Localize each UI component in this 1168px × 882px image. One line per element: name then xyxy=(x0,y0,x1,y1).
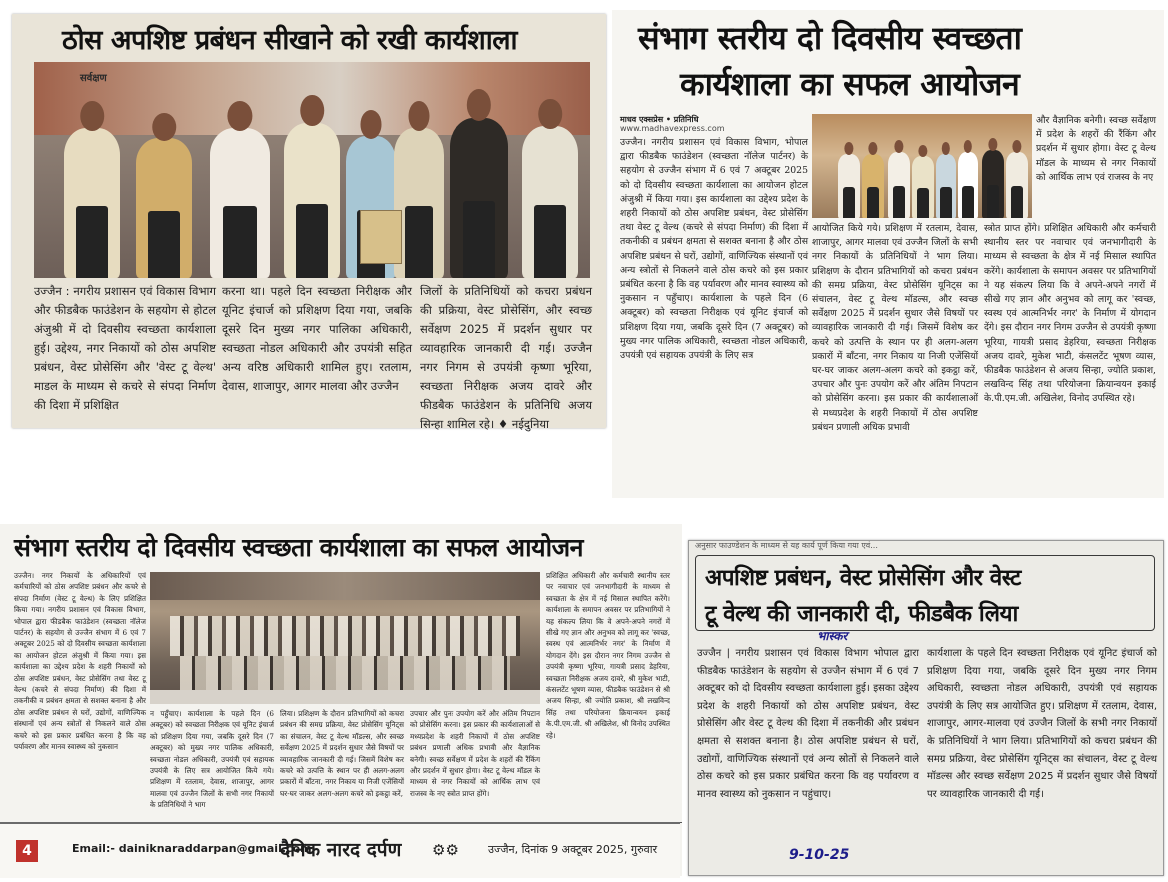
clipping-3-col5: प्रशिक्षित अधिकारी और कर्मचारी स्थानीय स्तर पर नवाचार एवं जनभागीदारी के माध्यम से स्वच्छता के क्षेत्र में नई मिसाल स्थापित करेंगे। कार्यशाला के समापन अवसर पर प्रतिभागियों ने यह संकल्प लिया कि वे अपने-अपने नगरों में सीखे गए ज्ञान और अनुभव को लागू कर 'स्वच्छ, स्वस्थ एवं आत्मनिर्भर नगर' के निर्माण में योगदान देंगे। इस दौरान नगर निगम उज्जैन से उपयंत्री कृष्णा भूरिया, गायत्री प्रसाद डेहरिया, स्वच्छता निरीक्षक अजय दावरे, श्री मुकेश भाटी, कंसलटेंट भूषण व्यास, फीडबैक फाउंडेशन से श्री अजय सिन्हा, श्री ज्योति प्रकाश, श्री लखविन्द सिंह तथा परियोजना क्रियान्वयन इकाई के.पी.एम.जी. श्री अखिलेश, श्री विनोद उपस्थित रहे। xyxy=(546,571,670,740)
clipping-3-headline: संभाग स्तरीय दो दिवसीय स्वच्छता कार्यशाला का सफल आयोजन xyxy=(14,533,584,562)
clipping-3-col4: उपचार और पुनः उपयोग करें और अंतिम निपटान को प्रोसेसिंग करना। इस प्रकार की कार्यशालाओं से मध्यप्रदेश के शहरी निकायों में ठोस अपशिष्ट प्रबंधन प्रणाली अधिक प्रभावी और वैज्ञानिक बनेगी। स्वच्छ सर्वेक्षण में प्रदेश के शहरों की रैंकिंग और प्रदर्शन में सुधार होगा। वेस्ट टू वेल्थ मॉडल के माध्यम से नगर निकायों को आर्थिक लाभ एवं राजस्व के नए स्त्रोत प्राप्त होंगे। xyxy=(410,709,540,798)
clipping-2-website: www.madhavexpress.com xyxy=(620,124,725,133)
clipping-1-col3: जिलों के प्रतिनिधियों को कचरा प्रबंधन की प्रक्रिया, वेस्ट प्रोसेसिंग, और स्वच्छ सर्वेक्षण 2025 में प्रदर्शन सुधार पर व्यावहारिक जानकारी दी गई। उज्जैन नगर निगम से उपयंत्री कृष्णा भूरिया, स्वच्छता निरीक्षक अजय दावरे और फीडबैक फाउंडेशन के प्रतिनिधि अजय सिन्हा शामिल रहे। ♦ नईदुनिया xyxy=(420,284,592,431)
bicycle-logo-icon: ⚙⚙ xyxy=(432,841,459,859)
footer-email: Email:- dainiknaraddarpan@gmail.com xyxy=(72,842,312,855)
clipping-1-col2: करना था। पहले दिन स्वच्छता निरीक्षक और यूनिट इंचार्ज को प्रशिक्षण दिया गया, जबकि दूसरे दिन मुख्य नगर पालिका अधिकारी, स्वच्छता नोडल अधिकारी और उपयंत्री सहित अन्य वरिष्ठ अधिकारी शामिल हुए। रतलाम, देवास, शाजापुर, आगर मालवा और उज्जैन xyxy=(222,284,412,393)
clipping-2-col1: उज्जैन। नगरीय प्रशासन एवं विकास विभाग, भोपाल द्वारा फीडबैक फाउंडेशन (स्वच्छता नॉलेज पार्टनर) के सहयोग से उज्जैन संभाग में 6 एवं 7 अक्टूबर 2025 को दो दिवसीय स्वच्छता कार्यशाला का आयोजन होटल अंजुश्री में किया गया। इस कार्यशाला का उद्देश्य प्रदेश के शहरी निकायों को ठोस अपशिष्ट प्रबंधन, वेस्ट प्रोसेसिंग तथा वेस्ट टू वेल्थ (कचरे से संपदा निर्माण) की दिशा में तकनीकी व प्रबंधन क्षमता से सशक्त बनाना है और ठोस अपशिष्ट प्रबंधन से घरों, उद्योगों, वाणिज्यिक संस्थानों एवं अन्य स्त्रोतों से निकलने वाले ठोस कचरे को इस प्रकार प्रबंधित करना है कि वह पर्यावरण और मानव स्वास्थ्य को नुकसान न पहुँचाए। कार्यशाला के पहले दिन (6 अक्टूबर) को स्वच्छता निरीक्षक एवं यूनिट इंचार्ज को प्रशिक्षण दिया गया, जबकि दूसरे दिन (7 अक्टूबर) को मुख्य नगर पालिक अधिकारी, स्वच्छता नोडल अधिकारी, उपयंत्री एवं सहायक उपयंत्री के लिए सत्र xyxy=(620,137,808,362)
clipping-3-col1: उज्जैन। नगर निकायों के अधिकारियों एवं कर्मचारियों को ठोस अपशिष्ट प्रबंधन और कचरे से संपदा निर्माण (वेस्ट टू वेल्थ) के लिए प्रशिक्षित किया गया। नगरीय प्रशासन एवं विकास विभाग, भोपाल द्वारा फीडबैक फाउंडेशन (स्वच्छता नॉलेज पार्टनर) के सहयोग से उज्जैन संभाग में 6 एवं 7 अक्टूबर 2025 को दो दिवसीय स्वच्छता कार्यशाला का आयोजन होटल अंजुश्री में किया गया। इस कार्यशाला का उद्देश्य प्रदेश के शहरी निकायों को ठोस अपशिष्ट प्रबंधन, वेस्ट प्रोसेसिंग तथा वेस्ट टू वेल्थ (कचरे से संपदा निर्माण) की दिशा में तकनीकी व प्रबंधन क्षमता से सशक्त बनाना है और ठोस अपशिष्ट प्रबंधन से घरों, उद्योगों, वाणिज्यिक संस्थानों एवं अन्य स्त्रोतों से निकलने वाले ठोस कचरे को इस प्रकार प्रबंधित करना है कि वह पर्यावरण और मानव स्वास्थ्य को नुकसान xyxy=(14,571,146,752)
clipping-1-photo xyxy=(34,62,590,278)
footer-paper-name: दैनिक नारद दर्पण xyxy=(280,839,402,861)
page-number-badge: 4 xyxy=(16,840,38,862)
footer-date-line: उज्जैन, दिनांक 9 अक्टूबर 2025, गुरुवार xyxy=(488,843,658,856)
clipping-4-headline-line1: अपशिष्ट प्रबंधन, वेस्ट प्रोसेसिंग और वेस्ट xyxy=(705,565,1021,591)
clipping-3-col2: न पहुँचाए। कार्यशाला के पहले दिन (6 अक्टूबर) को स्वच्छता निरीक्षक एवं यूनिट इंचार्ज को प्रशिक्षण दिया गया, जबकि दूसरे दिन (7 अक्टूबर) को मुख्य नगर पालिक अधिकारी, स्वच्छता नोडल अधिकारी, उपयंत्री एवं सहायक उपयंत्री के लिए सत्र आयोजित किये गये। प्रशिक्षण में रतलाम, देवास, शाजापुर, आगर मालवा एवं उज्जैन जिलों के सभी नगर निकायों के प्रतिनिधियों ने भाग xyxy=(150,709,274,810)
handwritten-date: 9-10-25 xyxy=(789,847,850,863)
clipping-3-photo xyxy=(150,572,540,704)
clipping-4-col2: कार्यशाला के पहले दिन स्वच्छता निरीक्षक एवं यूनिट इंचार्ज को प्रशिक्षण दिया गया, जबकि दूसरे दिन मुख्य नगर निगम अधिकारी, स्वच्छता नोडल अधिकारी, उपयंत्री एवं सहायक उपयंत्री के लिए सत्र आयोजित हुए। प्रशिक्षण में रतलाम, देवास, शाजापुर, आगर-मालवा एवं उज्जैन जिलों के सभी नगर निकायों के प्रतिनिधियों ने भाग लिया। प्रतिभागियों को कचरा प्रबंधन की समग्र प्रक्रिया, वेस्ट प्रोसेसिंग यूनिट्स का संचालन, वेस्ट टू वेल्थ मॉडल्स और स्वच्छ सर्वेक्षण 2025 में प्रदर्शन सुधार जैसे विषयों पर व्यावहारिक जानकारी दी गई। xyxy=(927,648,1157,800)
clipping-1-headline: ठोस अपशिष्ट प्रबंधन सीखाने को रखी कार्यशाला xyxy=(62,25,517,56)
clipping-2-col3-top: और वैज्ञानिक बनेगी। स्वच्छ सर्वेक्षण में प्रदेश के शहरों की रैंकिंग और प्रदर्शन में सुधार होगा। वेस्ट टू वेल्थ मॉडल के माध्यम से नगर निकायों को आर्थिक लाभ एवं राजस्व के नए xyxy=(1036,115,1156,183)
clipping-bhaskar xyxy=(688,540,1164,876)
handwritten-source-label: भास्कर xyxy=(817,629,848,643)
clipping-2-col3: स्त्रोत प्राप्त होंगे। प्रशिक्षित अधिकारी और कर्मचारी स्थानीय स्तर पर नवाचार एवं जनभागीदारी के माध्यम से स्वच्छता के क्षेत्र में नई मिसाल स्थापित करेंगे। कार्यशाला के समापन अवसर पर प्रतिभागियों ने यह संकल्प लिया कि वे अपने-अपने नगरों में सीखे गए ज्ञान और अनुभव को लागू कर 'स्वच्छ, स्वस्थ एवं आत्मनिर्भर नगर' के निर्माण में योगदान देंगे। इस दौरान नगर निगम उज्जैन से उपयंत्री कृष्णा भूरिया, गायत्री प्रसाद डेहरिया, स्वच्छता निरीक्षक अजय दावरे, मुकेश भाटी, कंसलटेंट भूषण व्यास, फीडबैक फाउंडेशन से अजय सिन्हा, ज्योति प्रकाश, लखविन्द सिंह तथा परियोजना क्रियान्वयन इकाई के.पी.एम.जी. अखिलेश, विनोद उपस्थित रहे। xyxy=(984,223,1156,405)
clipping-2-byline: माधव एक्सप्रेस • प्रतिनिधि xyxy=(620,115,699,124)
clipping-3-col3: लिया। प्रशिक्षण के दौरान प्रतिभागियों को कचरा प्रबंधन की समग्र प्रक्रिया, वेस्ट प्रोसेसिंग यूनिट्स का संचालन, वेस्ट टू वेल्थ मॉडल्स, और स्वच्छ सर्वेक्षण 2025 में प्रदर्शन सुधार जैसे विषयों पर व्यावहारिक जानकारी दी गई। जिसमें विशेष कर कचरे को उत्पत्ति के स्थान पर ही अलग-अलग प्रकारों में बाँटना, नगर निकाय या निजी एजेंसियों घर-घर जाकर अलग-अलग कचरे को इकट्ठा करें, xyxy=(280,709,404,798)
clipping-madhav-express xyxy=(612,10,1164,498)
clipping-2-headline-line2: कार्यशाला का सफल आयोजन xyxy=(680,65,1020,103)
clipping-4-top-cut: अनुसार फाउण्डेशन के माध्यम से यह कार्य पूर्ण किया गया एवं... xyxy=(695,541,878,550)
clipping-naradh-darpan xyxy=(0,524,682,876)
clipping-naidunia xyxy=(12,14,606,431)
clipping-3-footer xyxy=(0,822,680,878)
clipping-2-photo xyxy=(812,114,1032,218)
banner-text: सर्वक्षण xyxy=(80,73,107,84)
clipping-1-col1: उज्जैन : नगरीय प्रशासन एवं विकास विभाग और फीडबैक फाउंडेशन के सहयोग से होटल अंजुश्री में दो दिवसीय स्वच्छता कार्यशाला हुई। उद्देश्य, नगर निकायों को ठोस अपशिष्ट प्रबंधन, वेस्ट प्रोसेसिंग और 'वेस्ट टू वेल्थ' माडल के माध्यम से कचरे से संपदा निर्माण की दिशा में प्रशिक्षित xyxy=(34,284,216,412)
clipping-2-headline-line1: संभाग स्तरीय दो दिवसीय स्वच्छता xyxy=(638,19,1022,57)
clipping-4-col1: उज्जैन | नगरीय प्रशासन एवं विकास विभाग भोपाल द्वारा फीडबैक फाउंडेशन के सहयोग से उज्जैन संभाग में 6 एवं 7 अक्टूबर को दो दिवसीय स्वच्छता कार्यशाला हुई। इसका उद्देश्य प्रदेश के शहरी निकायों को ठोस अपशिष्ट प्रबंधन, वेस्ट प्रोसेसिंग और वेस्ट टू वेल्थ की दिशा में तकनीकी और प्रबंधन क्षमता से सशक्त बनाना है। ठोस अपशिष्ट प्रबंधन से घरों, उद्योगों, वाणिज्यिक संस्थानों एवं अन्य स्रोतों से निकलने वाले ठोस कचरे को इस प्रकार प्रबंधित करना कि वह पर्यावरण व मानव स्वास्थ्य को नुकसान न पहुंचाए। xyxy=(697,648,919,800)
clipping-4-headline-line2: टू वेल्थ की जानकारी दी, फीडबैक लिया xyxy=(705,601,1018,627)
clipping-2-col2: आयोजित किये गये। प्रशिक्षण में रतलाम, देवास, शाजापुर, आगर मालवा एवं उज्जैन जिलों के सभी नगर निकायों के प्रतिनिधियों ने भाग लिया। प्रशिक्षण के दौरान प्रतिभागियों को कचरा प्रबंधन की समग्र प्रक्रिया, वेस्ट प्रोसेसिंग यूनिट्स का संचालन, वेस्ट टू वेल्थ मॉडल्स, और स्वच्छ सर्वेक्षण 2025 में प्रदर्शन सुधार जैसे विषयों पर व्यावहारिक जानकारी दी गई। जिसमें विशेष कर कचरे को उत्पत्ति के स्थान पर ही अलग-अलग प्रकारों में बाँटना, नगर निकाय या निजी एजेंसियों घर-घर जाकर अलग-अलग कचरे को इकट्ठा करें, उपचार और पुनः उपयोग करें और अंतिम निपटान को प्रोसेसिंग करना। इस प्रकार की कार्यशालाओं से मध्यप्रदेश के शहरी निकायों में ठोस अपशिष्ट प्रबंधन प्रणाली अधिक प्रभावी xyxy=(812,223,978,433)
